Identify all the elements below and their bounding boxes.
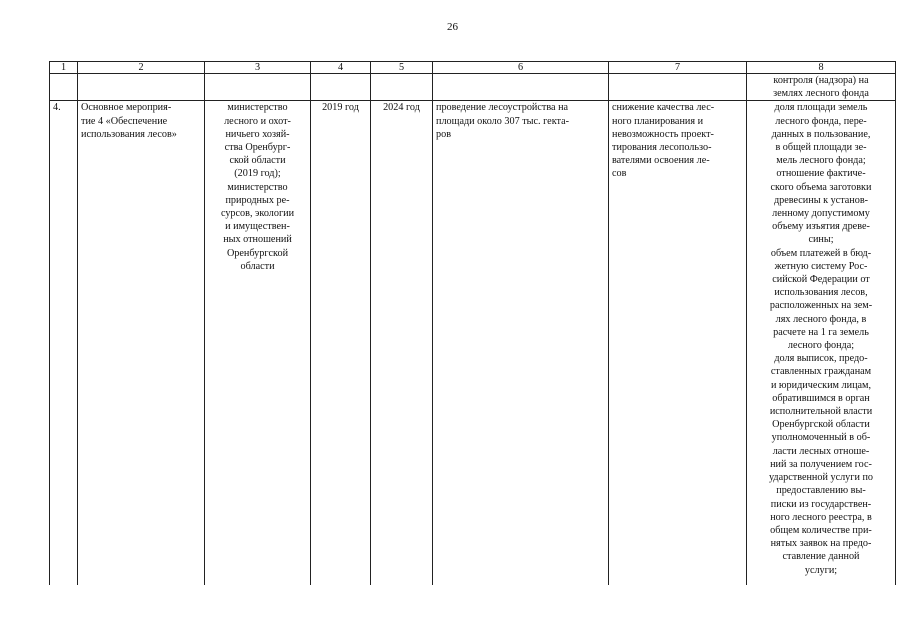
text-line: лесного фонда; [787,340,855,352]
text-line: (2019 год); [234,168,281,180]
text-line: невозможность проект- [612,128,714,140]
start-year-cell: 2019 год [311,101,371,586]
text-line: ных отношений [223,234,292,246]
column-number: 6 [433,62,609,74]
text-line: доля площади земель [774,102,868,114]
text-line: ров [436,128,451,140]
text-line: данных в пользование, [771,128,871,140]
column-number: 5 [371,62,433,74]
text-line: общем количестве при- [770,524,872,536]
measure-name-cell [78,101,205,586]
executor-cell [205,101,311,586]
text-line: природных ре- [225,194,290,206]
cell-empty [78,74,205,101]
column-number: 2 [78,62,205,74]
cell-empty [311,74,371,101]
text-line: сурсов, экологии [220,208,295,220]
indicators-cell [747,101,896,586]
column-number: 7 [609,62,747,74]
text-line: проведение лесоустройства на [436,102,569,114]
text-line: контроля (надзора) на [773,75,869,86]
text-line: площади около 307 тыс. гекта- [436,115,569,127]
text-line: жетную систему Рос- [774,260,868,272]
table-row [50,101,896,586]
text-line: объему изъятия древе- [772,221,870,233]
text-line: и имуществен- [225,221,290,233]
text-line: уполномоченный в об- [771,432,871,444]
text-line: ского объема заготовки [770,181,872,193]
text-line: ской области [229,155,286,167]
cell-empty [433,74,609,101]
text-line: ничьего хозяй- [225,128,290,140]
expected-result-cell [433,101,609,586]
text-line: ленному допустимому [772,208,870,220]
consequence-cell [609,101,747,586]
text-line: ного лесного реестра, в [770,511,872,523]
text-line: вателями освоения ле- [612,155,710,167]
text-line: расчете на 1 га земель [773,326,869,338]
text-line: тие 4 «Обеспечение [81,115,168,127]
text-line: мель лесного фонда; [776,155,866,167]
text-line: обратившимся в орган [772,392,870,404]
text-line: тирования лесопользо- [612,142,712,154]
text-line: и юридическим лицам, [770,379,872,391]
text-line: министерство [227,181,288,193]
text-line: области [240,260,275,272]
cell-empty [205,74,311,101]
text-line: ласти лесных отноше- [772,445,870,457]
text-line: расположенных на зем- [769,300,873,312]
text-line: снижение качества лес- [612,102,715,114]
text-line: сины; [808,234,834,246]
program-measures-table [49,61,896,585]
text-line: использования лесов, [774,287,868,299]
cell-empty [371,74,433,101]
text-line: в общей площади зе- [775,142,867,154]
text-line: ства Оренбург- [224,142,291,154]
text-line: услуги; [804,564,838,576]
text-line: доля выписок, предо- [774,353,868,365]
text-line: древесины к установ- [773,194,869,206]
text-line: ного планирования и [612,115,704,127]
column-number: 1 [50,62,78,74]
text-line: ударственной услуги по [768,472,873,484]
cell-empty [609,74,747,101]
text-line: Основное мероприя- [81,102,172,114]
text-line: ставление данной [782,551,860,563]
text-line: Оренбургской области [772,419,870,431]
text-line: Оренбургской [226,247,289,259]
text-line: сов [612,168,627,180]
text-line: лесного и охот- [224,115,291,127]
text-line: министерство [227,102,288,114]
column-number: 3 [205,62,311,74]
text-line: исполнительной власти [769,406,873,418]
text-line: нятых заявок на предо- [770,538,872,550]
continued-indicators-cell [747,74,896,101]
text-line: предоставлению вы- [776,485,866,497]
column-number: 8 [747,62,896,74]
text-line: ний за получением гос- [770,458,872,470]
text-line: отношение фактиче- [776,168,866,180]
text-line: лесного фонда, пере- [775,115,867,127]
text-line: землях лесного фонда [773,88,869,100]
text-line: сийской Федерации от [772,274,870,286]
end-year-cell: 2024 год [371,101,433,586]
text-line: ставленных гражданам [770,366,872,378]
continued-row [50,74,896,101]
text-line: использования лесов» [81,128,177,140]
text-line: объем платежей в бюд- [770,247,872,259]
text-line: писки из государствен- [770,498,872,510]
column-numbers-row [50,62,896,74]
row-number: 4. [50,101,78,586]
cell-empty [50,74,78,101]
page-number: 26 [447,21,458,33]
text-line: лях лесного фонда, в [775,313,867,325]
column-number: 4 [311,62,371,74]
